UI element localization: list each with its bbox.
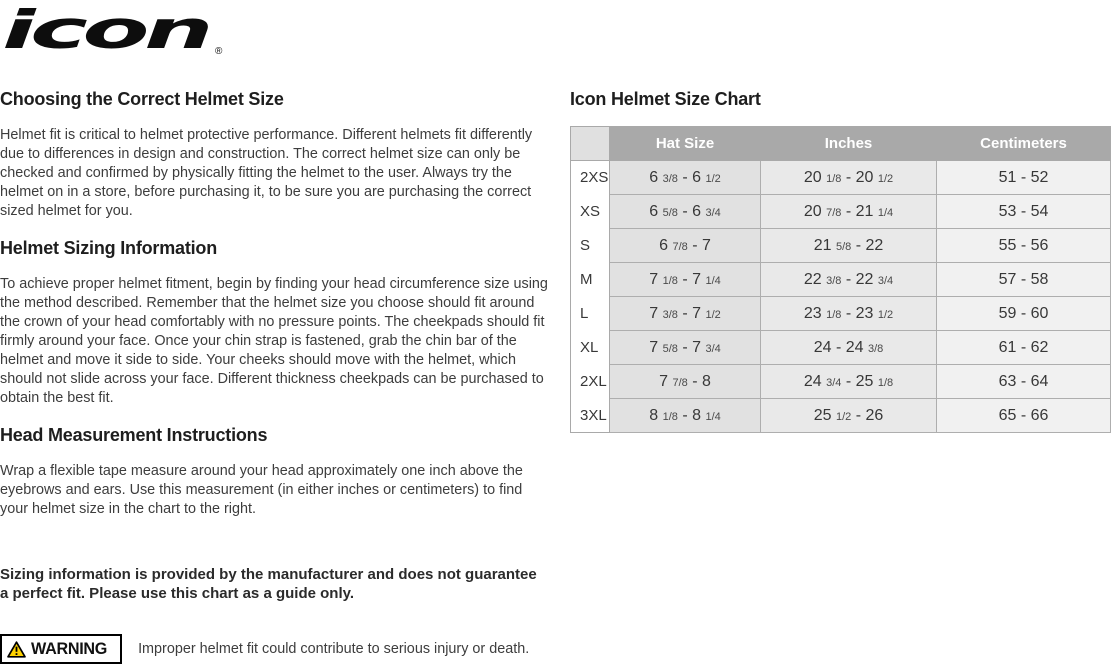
hat-size-column-header: Hat Size [610,127,761,161]
fraction-text: 3/4 [877,274,894,287]
fraction-text: 3/4 [705,342,721,355]
icon-logo-graphic [0,0,232,61]
section-heading: Head Measurement Instructions [0,425,268,445]
centimeters-column-header: Centimeters [937,127,1111,161]
inches-column-header: Inches [761,127,937,161]
table-row [571,195,1111,229]
fraction-text: 3/8 [826,274,842,287]
section-paragraph: Helmet fit is critical to helmet protective performance. Different helmets fit differently due to differences in design and construction. The correct helmet size can only be checked and confirmed by physically fitting the helmet to the user. Always try the helmet on in a store, before purchasing it, to be sure you are purchasing the correct sized helmet for you. [0,127,533,219]
fraction-text: 3/8 [867,342,884,355]
fraction-text: 7/8 [672,240,688,253]
centimeters-cell: 63 - 64 [937,365,1111,399]
logo-wordmark: icon [2,0,209,61]
size-chart-column [570,89,1110,433]
warning-text: Improper helmet fit could contribute to serious injury or death. [138,641,530,657]
size-table-body [571,161,1111,433]
centimeters-cell: 61 - 62 [937,331,1111,365]
inches-cell: 20 1/8 - 20 1/2 [761,161,937,195]
size-label-cell: 2XL [571,365,610,399]
size-chart-title: Icon Helmet Size Chart [570,89,761,109]
centimeters-cell: 57 - 58 [937,263,1111,297]
centimeters-cell: 53 - 54 [937,195,1111,229]
warning-row [0,634,549,664]
inches-cell: 25 1/2 - 26 [761,399,937,433]
manufacturer-disclaimer: Sizing information is provided by the manufacturer and does not guarantee a perfect fit. Please use this chart as a guide only. [0,566,537,602]
section-choosing-helmet-size [0,89,549,221]
table-header-row [571,127,1111,161]
table-row [571,365,1111,399]
section-heading: Choosing the Correct Helmet Size [0,89,284,109]
hat-size-cell: 7 7/8 - 8 [610,365,761,399]
hat-size-cell: 7 1/8 - 7 1/4 [610,263,761,297]
sizing-information-column [0,89,549,664]
hat-size-cell: 7 3/8 - 7 1/2 [610,297,761,331]
centimeters-cell: 55 - 56 [937,229,1111,263]
fraction-text: 1/4 [705,274,721,287]
fraction-text: 3/4 [705,206,721,219]
inches-cell: 23 1/8 - 23 1/2 [761,297,937,331]
fraction-text: 1/8 [877,376,894,389]
fraction-text: 5/8 [835,240,852,253]
fraction-text: 5/8 [662,206,678,219]
table-row [571,229,1111,263]
fraction-text: 1/8 [826,172,842,185]
fraction-text: 5/8 [662,342,678,355]
size-label-cell: S [571,229,610,263]
warning-box [0,634,122,664]
table-row [571,161,1111,195]
section-paragraph: To achieve proper helmet fitment, begin by finding your head circumference size using the method described. Remember that the helmet size you choose should fit around the crown of your head comfortably with no pressure points. The cheekpads should fit firmly around your face. Once your chin strap is fastened, grab the chin bar of the helmet and move it side to side. Your cheeks should move with the helmet, which should not slide across your face. Different thickness cheekpads can be purchased to obtain the best fit. [0,276,548,406]
hat-size-cell: 6 5/8 - 6 3/4 [610,195,761,229]
fraction-text: 1/2 [877,172,894,185]
section-helmet-sizing-information [0,238,549,408]
hat-size-cell: 6 3/8 - 6 1/2 [610,161,761,195]
helmet-size-table [570,126,1111,433]
size-label-cell: L [571,297,610,331]
warning-triangle-icon [7,641,26,658]
inches-cell: 21 5/8 - 22 [761,229,937,263]
inches-cell: 22 3/8 - 22 3/4 [761,263,937,297]
fraction-text: 1/8 [826,308,842,321]
fraction-text: 1/2 [705,308,721,321]
centimeters-cell: 59 - 60 [937,297,1111,331]
fraction-text: 1/4 [705,410,721,423]
table-row [571,331,1111,365]
hat-size-cell: 8 1/8 - 8 1/4 [610,399,761,433]
size-label-cell: 3XL [571,399,610,433]
inches-cell: 24 - 24 3/8 [761,331,937,365]
inches-cell: 20 7/8 - 21 1/4 [761,195,937,229]
fraction-text: 3/8 [662,308,678,321]
size-label-cell: XS [571,195,610,229]
size-label-cell: M [571,263,610,297]
fraction-text: 3/4 [826,376,842,389]
fraction-text: 1/4 [877,206,894,219]
registered-trademark-symbol: ® [215,46,223,57]
fraction-text: 7/8 [672,376,688,389]
centimeters-cell: 51 - 52 [937,161,1111,195]
fraction-text: 7/8 [826,206,842,219]
icon-brand-logo [0,0,232,64]
section-heading: Helmet Sizing Information [0,238,218,258]
corner-header-cell [571,127,610,161]
size-label-cell: XL [571,331,610,365]
hat-size-cell: 6 7/8 - 7 [610,229,761,263]
centimeters-cell: 65 - 66 [937,399,1111,433]
table-row [571,399,1111,433]
fraction-text: 1/8 [662,274,678,287]
warning-label: WARNING [31,639,108,658]
section-paragraph: Wrap a flexible tape measure around your head approximately one inch above the eyebrows and ears. Use this measurement (in either inches or centimeters) to find your helmet size in the chart to the right. [0,463,523,517]
table-row [571,297,1111,331]
fraction-text: 3/8 [662,172,678,185]
fraction-text: 1/8 [662,410,678,423]
inches-cell: 24 3/4 - 25 1/8 [761,365,937,399]
fraction-text: 1/2 [877,308,894,321]
fraction-text: 1/2 [705,172,721,185]
hat-size-cell: 7 5/8 - 7 3/4 [610,331,761,365]
fraction-text: 1/2 [835,410,852,423]
table-row [571,263,1111,297]
section-head-measurement-instructions [0,425,549,519]
size-label-cell: 2XS [571,161,610,195]
